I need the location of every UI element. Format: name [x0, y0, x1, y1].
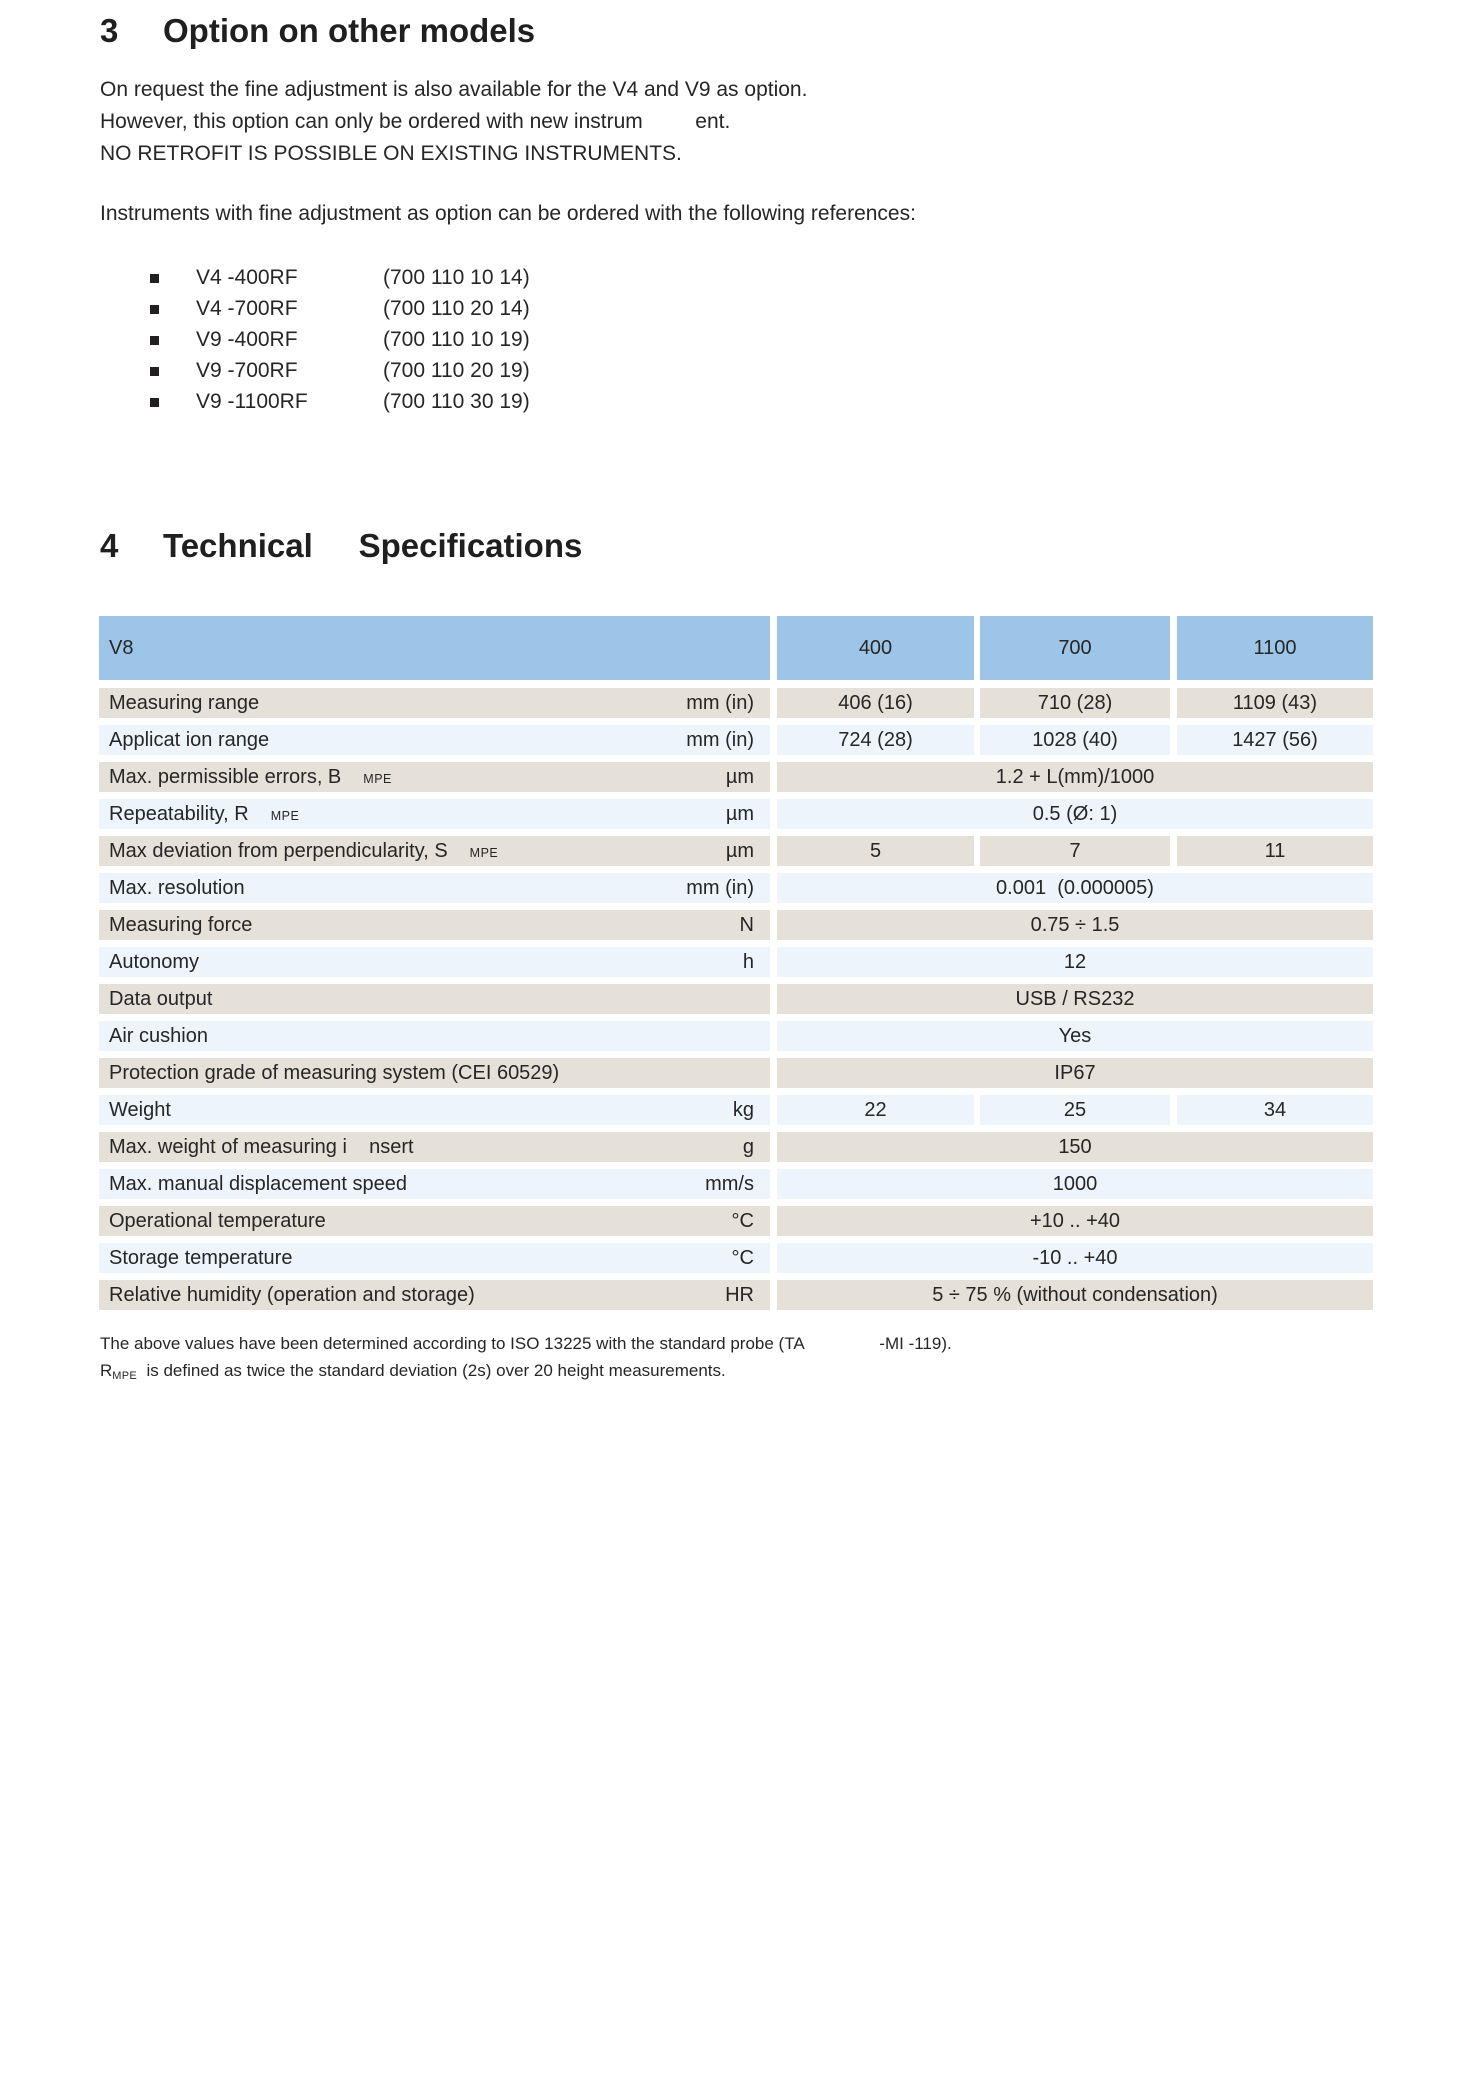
spec-value-span: 150 — [777, 1132, 1373, 1162]
list-item — [150, 355, 530, 386]
spec-row — [99, 1280, 1373, 1310]
bullet-square-icon — [150, 274, 159, 283]
spec-label-cell — [99, 1021, 770, 1051]
model-reference: (700 110 20 19) — [383, 358, 530, 382]
spec-value-span: 12 — [777, 947, 1373, 977]
spec-label: Max. manual displacement speed — [109, 1172, 407, 1195]
spec-value: 406 (16) — [777, 688, 974, 718]
spec-unit: kg — [732, 1098, 754, 1121]
spec-unit: µm — [725, 839, 754, 862]
spec-value-span: -10 .. +40 — [777, 1243, 1373, 1273]
list-item — [150, 386, 530, 417]
spec-value-span: USB / RS232 — [777, 984, 1373, 1014]
spec-value-span: Yes — [777, 1021, 1373, 1051]
spec-unit: N — [739, 913, 754, 936]
spec-table-size-header: 700 — [980, 616, 1170, 680]
spec-row — [99, 947, 1373, 977]
spec-label: Max. permissible errors, B — [109, 765, 342, 788]
spec-value-span: IP67 — [777, 1058, 1373, 1088]
model-name: V9 -700RF — [196, 358, 298, 382]
spec-label-cell — [99, 1095, 770, 1125]
spec-row — [99, 873, 1373, 903]
footnote-r-symbol: R — [100, 1361, 113, 1380]
spec-value: 22 — [777, 1095, 974, 1125]
spec-value: 34 — [1177, 1095, 1373, 1125]
spec-value-span: 0.5 (Ø: 1) — [777, 799, 1373, 829]
spec-label-cell — [99, 947, 770, 977]
spec-unit: h — [742, 950, 754, 973]
spec-row — [99, 1132, 1373, 1162]
spec-label: Measuring range — [109, 691, 260, 714]
spec-table-model-header — [99, 616, 770, 680]
spec-row — [99, 984, 1373, 1014]
spec-label: Repeatability, R — [109, 802, 249, 825]
spec-unit: g — [742, 1135, 754, 1158]
spec-label-cell — [99, 984, 770, 1014]
spec-label: Autonomy — [109, 950, 200, 973]
intro-paragraph — [100, 74, 807, 170]
section-3-number: 3 — [100, 12, 119, 49]
spec-label: Operational temperature — [109, 1209, 326, 1232]
spec-value-span: 1.2 + L(mm)/1000 — [777, 762, 1373, 792]
spec-label-cell — [99, 1169, 770, 1199]
spec-value: 7 — [980, 836, 1170, 866]
spec-unit: HR — [725, 1283, 754, 1306]
spec-table-size-header: 400 — [777, 616, 974, 680]
spec-label-cell — [99, 873, 770, 903]
intro-line-2: However, this option can only be ordered with new instrum ent. — [100, 110, 731, 133]
spec-label-subscript: MPE — [270, 809, 300, 823]
section-4-title: Technical Specifications — [163, 527, 583, 564]
bullet-square-icon — [150, 398, 159, 407]
spec-row — [99, 1206, 1373, 1236]
list-item — [150, 293, 530, 324]
spec-label-cell — [99, 1058, 770, 1088]
intro-line-3: NO RETROFIT IS POSSIBLE ON EXISTING INSTRUMENTS. — [100, 142, 682, 165]
spec-row — [99, 799, 1373, 829]
section-4-heading — [100, 527, 582, 565]
spec-unit: µm — [725, 765, 754, 788]
section-4-number: 4 — [100, 527, 119, 564]
model-name: V9 -400RF — [196, 327, 298, 351]
spec-label: Measuring force — [109, 913, 253, 936]
technical-specifications-table — [99, 616, 1373, 1317]
references-intro: Instruments with fine adjustment as option can be ordered with the following references: — [100, 202, 916, 225]
spec-label-cell — [99, 799, 770, 829]
spec-label: Weight — [109, 1098, 171, 1121]
spec-row — [99, 762, 1373, 792]
spec-label: Max deviation from perpendicularity, S — [109, 839, 448, 862]
model-reference: (700 110 20 14) — [383, 296, 530, 320]
spec-row — [99, 910, 1373, 940]
spec-label-cell — [99, 836, 770, 866]
spec-value: 724 (28) — [777, 725, 974, 755]
spec-label: Storage temperature — [109, 1246, 293, 1269]
spec-label-cell — [99, 688, 770, 718]
spec-value: 1028 (40) — [980, 725, 1170, 755]
spec-unit: mm (in) — [686, 691, 754, 714]
spec-label: Relative humidity (operation and storage) — [109, 1283, 475, 1306]
spec-unit: °C — [731, 1209, 754, 1232]
spec-row — [99, 1169, 1373, 1199]
spec-value-span: +10 .. +40 — [777, 1206, 1373, 1236]
spec-table-header-row — [99, 616, 1373, 680]
spec-table-size-header: 1100 — [1177, 616, 1373, 680]
spec-row — [99, 1095, 1373, 1125]
spec-label-cell — [99, 910, 770, 940]
bullet-square-icon — [150, 367, 159, 376]
model-reference-list — [150, 262, 530, 417]
bullet-square-icon — [150, 336, 159, 345]
spec-row — [99, 688, 1373, 718]
spec-value: 5 — [777, 836, 974, 866]
spec-row — [99, 1021, 1373, 1051]
spec-value: 25 — [980, 1095, 1170, 1125]
spec-unit: mm (in) — [686, 728, 754, 751]
footnote-mpe-subscript: MPE — [112, 1370, 138, 1382]
spec-label-cell — [99, 762, 770, 792]
spec-label: Max. weight of measuring i nsert — [109, 1135, 414, 1158]
spec-label-subscript: MPE — [363, 772, 392, 786]
spec-label: Max. resolution — [109, 876, 245, 899]
spec-value-span: 5 ÷ 75 % (without condensation) — [777, 1280, 1373, 1310]
model-reference: (700 110 10 14) — [383, 265, 530, 289]
spec-value-span: 0.001 (0.000005) — [777, 873, 1373, 903]
spec-row — [99, 1243, 1373, 1273]
spec-value: 710 (28) — [980, 688, 1170, 718]
spec-row — [99, 725, 1373, 755]
spec-table-body — [99, 688, 1373, 1310]
spec-label: Air cushion — [109, 1024, 208, 1047]
spec-value: 1427 (56) — [1177, 725, 1373, 755]
spec-unit: mm/s — [705, 1172, 754, 1195]
spec-label-cell — [99, 1206, 770, 1236]
footnote-line-1: The above values have been determined according to ISO 13225 with the standard probe (TA -MI -119). — [100, 1334, 952, 1353]
spec-value-span: 1000 — [777, 1169, 1373, 1199]
spec-label-cell — [99, 1132, 770, 1162]
spec-label-cell — [99, 725, 770, 755]
model-reference: (700 110 30 19) — [383, 389, 530, 413]
spec-row — [99, 1058, 1373, 1088]
spec-label: Applicat ion range — [109, 728, 270, 751]
section-3-heading — [100, 12, 535, 50]
spec-row — [99, 836, 1373, 866]
spec-label: Data output — [109, 987, 213, 1010]
footnote-line-2 — [100, 1357, 952, 1387]
bullet-square-icon — [150, 305, 159, 314]
spec-unit: µm — [725, 802, 754, 825]
spec-value-span: 0.75 ÷ 1.5 — [777, 910, 1373, 940]
list-item — [150, 262, 530, 293]
spec-label-cell — [99, 1243, 770, 1273]
model-header-label: V8 — [109, 636, 134, 659]
model-name: V4 -700RF — [196, 296, 298, 320]
spec-label-subscript: MPE — [469, 846, 499, 860]
spec-unit: mm (in) — [686, 876, 754, 899]
spec-value: 1109 (43) — [1177, 688, 1373, 718]
spec-label: Protection grade of measuring system (CEI 60529) — [109, 1061, 560, 1084]
spec-unit: °C — [731, 1246, 754, 1269]
footnote-line-2-text: is defined as twice the standard deviation (2s) over 20 height measurements. — [137, 1361, 726, 1380]
spec-label-cell — [99, 1280, 770, 1310]
section-3-title: Option on other models — [163, 12, 536, 49]
model-reference: (700 110 10 19) — [383, 327, 530, 351]
list-item — [150, 324, 530, 355]
footnote — [100, 1330, 952, 1387]
model-name: V4 -400RF — [196, 265, 298, 289]
spec-value: 11 — [1177, 836, 1373, 866]
model-name: V9 -1100RF — [196, 389, 308, 413]
intro-line-1: On request the fine adjustment is also available for the V4 and V9 as option. — [100, 78, 808, 101]
